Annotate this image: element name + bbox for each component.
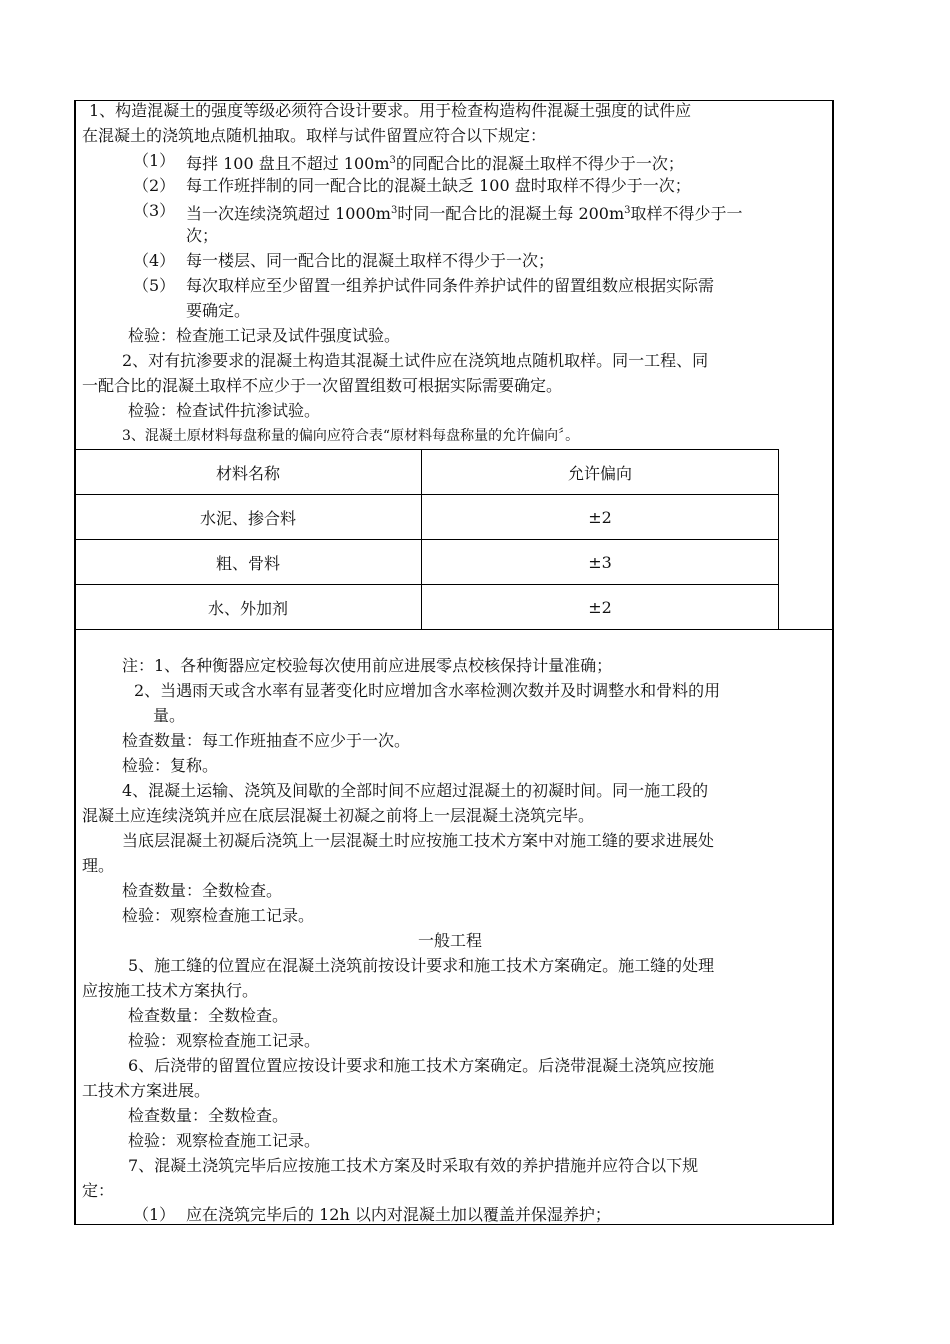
para-4b-line-2: 理。 [82,856,115,875]
para-5-line-1: 5、施工缝的位置应在混凝土浇筑前按设计要求和施工技术方案确定。施工缝的处理 [128,956,715,975]
rule-5-text: 每次取样应至少留置一组养护试件同条件养护试件的留置组数应根据实际需 [186,276,715,295]
para-4-line-2: 混凝土应连续浇筑并应在底层混凝土初凝之前将上一层混凝土浇筑完毕。 [82,806,595,825]
material-cell: 水、外加剂 [75,585,422,630]
para-7-line-1: 7、混凝土浇筑完毕后应按施工技术方案及时采取有效的养护措施并应符合以下规 [128,1156,699,1175]
rule-1-number: （1） [133,151,176,170]
deviation-cell: ±2 [422,585,779,630]
para-7-line-2: 定： [82,1181,115,1200]
rule-4-number: （4） [133,251,176,270]
note-2-line-1: 2、当遇雨天或含水率有显著变化时应增加含水率检测次数并及时调整水和骨料的用 [134,681,721,700]
inspection-quantity-3: 检查数量：全数检查。 [128,1006,289,1025]
section-heading-general: 一般工程 [418,931,483,950]
table-row [75,540,779,585]
check-1: 检验：检查施工记录及试件强度试验。 [128,326,401,345]
para-2-line-2: 一配合比的混凝土取样不应少于一次留置组数可根据实际需要确定。 [82,376,563,395]
table-header-row [75,450,779,495]
material-weighing-table [74,449,779,630]
rule-1-text: 每拌 100 盘且不超过 $100m^3$的同配合比的混凝土取样不得少于一次； [186,154,684,173]
para-5-line-2: 应按施工技术方案执行。 [82,981,259,1000]
para-2-line-1: 2、对有抗渗要求的混凝土构造其混凝土试件应在浇筑地点随机取样。同一工程、同 [122,351,709,370]
table-separator [74,629,834,630]
rule-2-text: 每工作班拌制的同一配合比的混凝土缺乏 100 盘时取样不得少于一次； [186,176,691,195]
para-6-line-2: 工技术方案进展。 [82,1081,211,1100]
header-material-name: 材料名称 [75,450,422,495]
rule-3-number: （3） [133,201,176,220]
para-1-line-2: 在混凝土的浇筑地点随机抽取。取样与试件留置应符合以下规定： [82,126,547,145]
table-row [75,585,779,630]
para-1-line-1: 1、构造混凝土的强度等级必须符合设计要求。用于检查构造构件混凝土强度的试件应 [89,101,692,120]
rule-4-text: 每一楼层、同一配合比的混凝土取样不得少于一次； [186,251,555,270]
check-5: 检验：观察检查施工记录。 [128,1031,321,1050]
material-cell: 粗、骨料 [75,540,422,585]
rule-3-text: 当一次连续浇筑超过 $1000m^3$时同一配合比的混凝土每 $200m^3$取样不得少于一 [186,204,743,223]
check-4: 检验：观察检查施工记录。 [122,906,315,925]
inspection-quantity-2: 检查数量：全数检查。 [122,881,283,900]
inspection-quantity-4: 检查数量：全数检查。 [128,1106,289,1125]
para-4-line-1: 4、混凝土运输、浇筑及间歇的全部时间不应超过混凝土的初凝时间。同一施工段的 [122,781,709,800]
check-3: 检验：复称。 [122,756,219,775]
table-row [75,495,779,540]
deviation-cell: ±3 [422,540,779,585]
rule-3-continuation: 次； [186,226,219,245]
check-2: 检验：检查试件抗渗试验。 [128,401,321,420]
material-cell: 水泥、掺合料 [75,495,422,540]
header-allowed-deviation: 允许偏向 [422,450,779,495]
inspection-quantity-1: 检查数量：每工作班抽查不应少于一次。 [122,731,411,750]
deviation-cell: ±2 [422,495,779,540]
frame-bottom-border [74,1224,834,1225]
rule-5-number: （5） [133,276,176,295]
rule-2-number: （2） [133,176,176,195]
note-1: 注：1、各种衡器应定校验每次使用前应进展零点校核保持计量准确； [122,656,613,675]
para-6-line-1: 6、后浇带的留置位置应按设计要求和施工技术方案确定。后浇带混凝土浇筑应按施 [128,1056,715,1075]
para-4b-line-1: 当底层混凝土初凝后浇筑上一层混凝土时应按施工技术方案中对施工缝的要求进展处 [122,831,715,850]
rule-7-1-text: 应在浇筑完毕后的 12h 以内对混凝土加以覆盖并保湿养护； [186,1205,611,1224]
check-6: 检验：观察检查施工记录。 [128,1131,321,1150]
rule-7-1-number: （1） [133,1205,176,1224]
para-3: 3、混凝土原材料每盘称量的偏向应符合表“原材料每盘称量的允许偏向〞。 [122,428,580,444]
note-2-line-2: 量。 [153,706,186,725]
rule-5-continuation: 要确定。 [186,301,251,320]
